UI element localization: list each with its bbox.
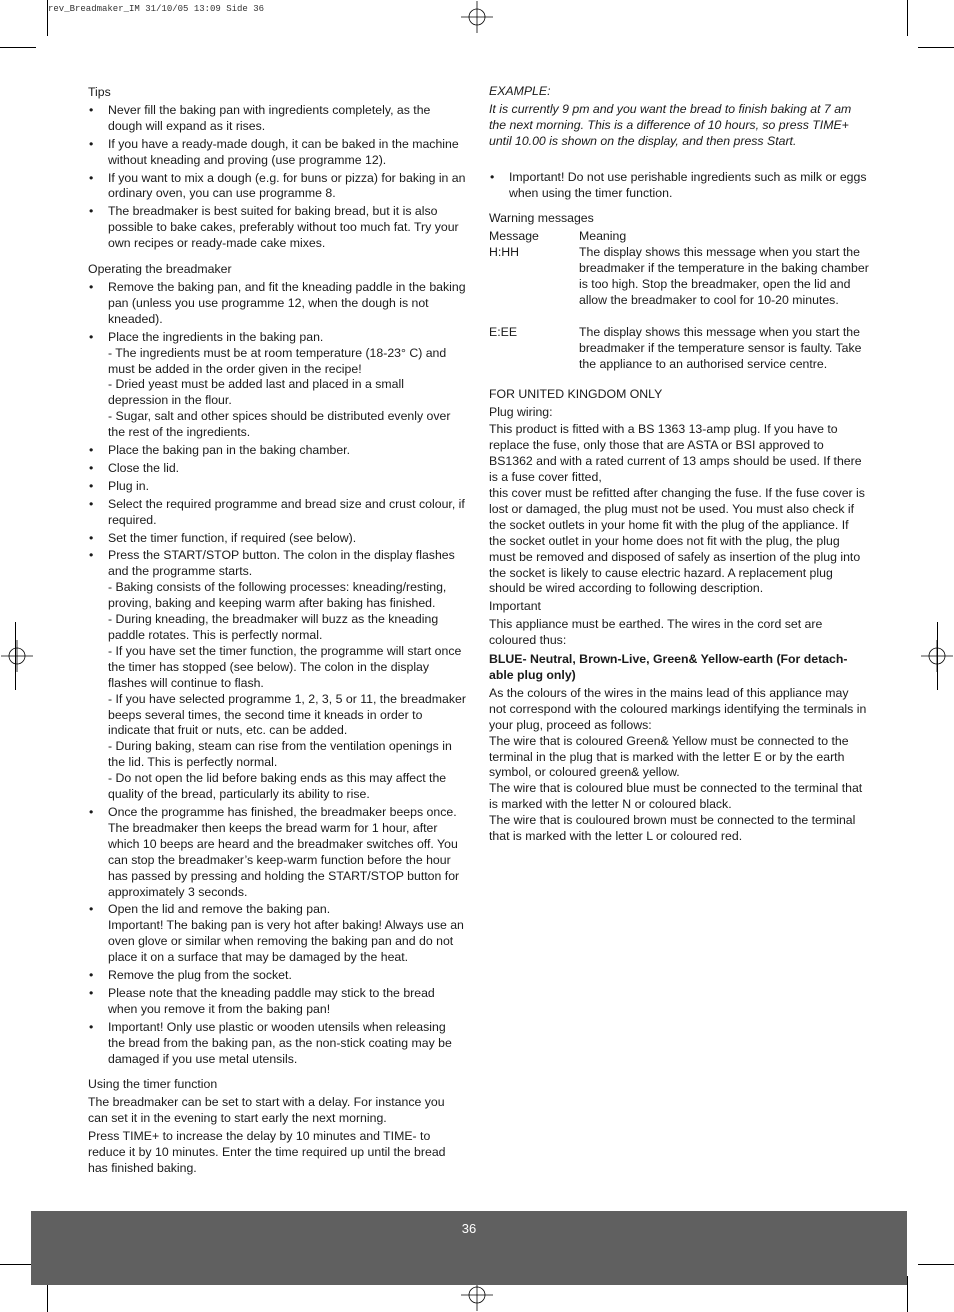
operating-list [88, 280, 466, 1068]
list-item: • Remove the baking pan, and fit the kneading paddle in the baking pan (unless you use programme 12, when the dough is not kneaded). [88, 280, 466, 328]
list-item-subtext: - Dried yeast must be added last and placed in a small depression in the flour. [108, 377, 404, 408]
plug-paragraph: this cover must be refitted after changing the fuse. If the fuse cover is lost or damaged, the plug must not be used. You must also check if the socket outlets in your home fit with the plug of the appliance. If the socket outlet in your home does not fit with the plug, the plug must be removed and disposed of safely as insertion of the plug into the socket is likely to cause electric hazard. A replacement plug should be wired according to following description. [489, 486, 865, 596]
list-item-text: • Open the lid and remove the baking pan. [108, 902, 331, 917]
list-item: • If you want to mix a dough (e.g. for buns or pizza) for baking in an ordinary oven, you can use programme 8. [88, 171, 466, 203]
crop-mark [47, 0, 48, 36]
example-text: It is currently 9 pm and you want the bread to finish baking at 7 am the next morning. This is a difference of 10 hours, so press TIME+ until 10.00 is shown on the display, and then press Start. [489, 101, 852, 148]
timer-paragraph: Press TIME+ to increase the delay by 10 minutes and TIME- to reduce it by 10 minutes. Enter the time required up until the bread has finished baking. [88, 1129, 446, 1175]
list-item: • Remove the plug from the socket. [88, 968, 466, 984]
timer-important-list [489, 170, 869, 202]
registration-mark-icon [1, 640, 33, 672]
list-item-subtext: - The ingredients must be at room temperature (18-23° C) and must be added in the order given in the recipe! [108, 345, 447, 376]
page-number: 36 [461, 1221, 477, 1236]
warning-heading: Warning messages [489, 211, 594, 226]
list-item: • Important! Only use plastic or wooden utensils when releasing the bread from the baking pan, as the non-stick coating may be damaged if you use metal utensils. [88, 1020, 466, 1068]
list-item: • Plug in. [88, 479, 466, 495]
list-item-subtext: - Do not open the lid before baking ends as this may affect the quality of the bread, particularly its ability to rise. [108, 771, 447, 802]
list-item-text: • Place the ingredients in the baking pan. [108, 329, 324, 344]
message-code: E:EE [489, 324, 518, 339]
footer-bar [31, 1211, 907, 1285]
list-item-subtext: Important! The baking pan is very hot after baking! Always use an oven glove or similar when removing the baking pan and do not place it on a surface that may be damaged by the heat. [108, 918, 464, 965]
list-item [88, 548, 466, 803]
right-column [489, 84, 869, 845]
plug-heading: Plug wiring: [489, 404, 553, 419]
registration-mark-icon [461, 1, 493, 33]
list-item-text: • Press the START/STOP button. The colon in the display flashes and the programme starts. [108, 548, 455, 579]
list-item: • Never fill the baking pan with ingredients completely, as the dough will expand as it rises. [88, 103, 466, 135]
crop-mark [918, 1264, 954, 1265]
crop-mark [918, 47, 954, 48]
column-header-meaning: Meaning [579, 229, 627, 244]
list-item: • The breadmaker is best suited for baking bread, but it is also possible to bake cakes, preferably without too much fat. Try your own recipes or ready-made cake mixes. [88, 204, 466, 252]
list-item [88, 330, 466, 441]
operating-heading: Operating the breadmaker [88, 262, 232, 277]
list-item-subtext: - If you have set the timer function, the programme will start once the timer has stopped (see below). The colon in the display flashes will continue to flash. [108, 643, 462, 690]
timer-paragraph: The breadmaker can be set to start with a delay. For instance you can set it in the evening to start early the next morning. [88, 1095, 445, 1126]
wire-colours-heading: BLUE- Neutral, Brown-Live, Green& Yellow-earth (For detach-able plug only) [489, 652, 848, 682]
list-item-subtext: - Baking consists of the following processes: kneading/resting, proving, baking and keeping warm after baking has finished. [108, 580, 447, 611]
list-item-subtext: - If you have selected programme 1, 2, 3, 5 or 11, the breadmaker beeps several times, the second time it kneads in order to indicate that fruit or nuts, etc. can be added. [108, 691, 466, 738]
wires-paragraph: As the colours of the wires in the mains lead of this appliance may not correspond with the coloured markings identifying the terminals in your plug, proceed as follows: [489, 685, 867, 732]
important-heading: Important [489, 599, 541, 614]
crop-mark [937, 622, 938, 690]
left-column [88, 85, 466, 1179]
example-label: EXAMPLE: [489, 84, 551, 98]
uk-heading: FOR UNITED KINGDOM ONLY [489, 386, 663, 401]
list-item: • Select the required programme and bread size and crust colour, if required. [88, 497, 466, 529]
list-item-subtext: - During baking, steam can rise from the ventilation openings in the lid. This is perfectly normal. [108, 739, 452, 770]
list-item-subtext: - During kneading, the breadmaker will buzz as the kneading paddle rotates. This is perfectly normal. [108, 612, 439, 642]
crop-mark [907, 1276, 908, 1312]
list-item: • Set the timer function, if required (see below). [88, 531, 466, 547]
wires-paragraph: The wire that is coloured Green& Yellow must be connected to the terminal in the plug that is marked with the letter E or by the earth symbol, or coloured green& yellow. [489, 733, 849, 780]
message-code: H:HH [489, 245, 520, 260]
list-item: • Close the lid. [88, 461, 466, 477]
wires-paragraph: The wire that is couloured brown must be connected to the terminal that is marked with the letter L or coloured red. [489, 813, 856, 844]
wires-paragraph: The wire that is coloured blue must be connected to the terminal that is marked with the letter N or coloured black. [489, 781, 863, 812]
crop-mark [907, 0, 908, 36]
important-paragraph: This appliance must be earthed. The wires in the cord set are coloured thus: [489, 617, 823, 648]
list-item: • Please note that the kneading paddle may stick to the bread when you remove it from the baking pan! [88, 986, 466, 1018]
plug-paragraph: This product is fitted with a BS 1363 13-amp plug. If you have to replace the fuse, only those that are ASTA or BSI approved to BS1362 and with a rated current of 13 amps should be used. If there is a fuse cover fitted, [489, 422, 862, 485]
tips-list [88, 103, 466, 252]
list-item-subtext: - Sugar, salt and other spices should be distributed evenly over the rest of the ingredients. [108, 409, 451, 440]
warning-table [489, 229, 869, 372]
crop-mark [0, 47, 36, 48]
list-item: • If you have a ready-made dough, it can be baked in the machine without kneading and proving (use programme 12). [88, 137, 466, 169]
tips-heading: Tips [88, 85, 111, 99]
list-item: • Place the baking pan in the baking chamber. [88, 443, 466, 459]
list-item: • Once the programme has finished, the breadmaker beeps once. The breadmaker then keeps the bread warm for 1 hour, after which 10 beeps are heard and the breadmaker switches off. You can stop the breadmaker’s keep-warm function before the hour has passed by pressing and holding the START/STOP button for approximately 3 seconds. [88, 805, 466, 900]
message-meaning: The display shows this message when you start the breadmaker if the temperature sensor is faulty. Take the appliance to an authorised service centre. [579, 324, 862, 371]
print-slug: rev_Breadmaker_IM 31/10/05 13:09 Side 36 [48, 4, 265, 14]
list-item: • Important! Do not use perishable ingredients such as milk or eggs when using the timer function. [489, 170, 869, 202]
crop-mark [15, 622, 16, 690]
timer-heading: Using the timer function [88, 1077, 218, 1092]
list-item [88, 902, 466, 966]
column-header-message: Message [489, 229, 539, 244]
message-meaning: The display shows this message when you start the breadmaker if the temperature in the baking chamber is too high. Stop the breadmaker, open the lid and allow the breadmaker to cool for 10-20 minutes. [579, 245, 869, 307]
